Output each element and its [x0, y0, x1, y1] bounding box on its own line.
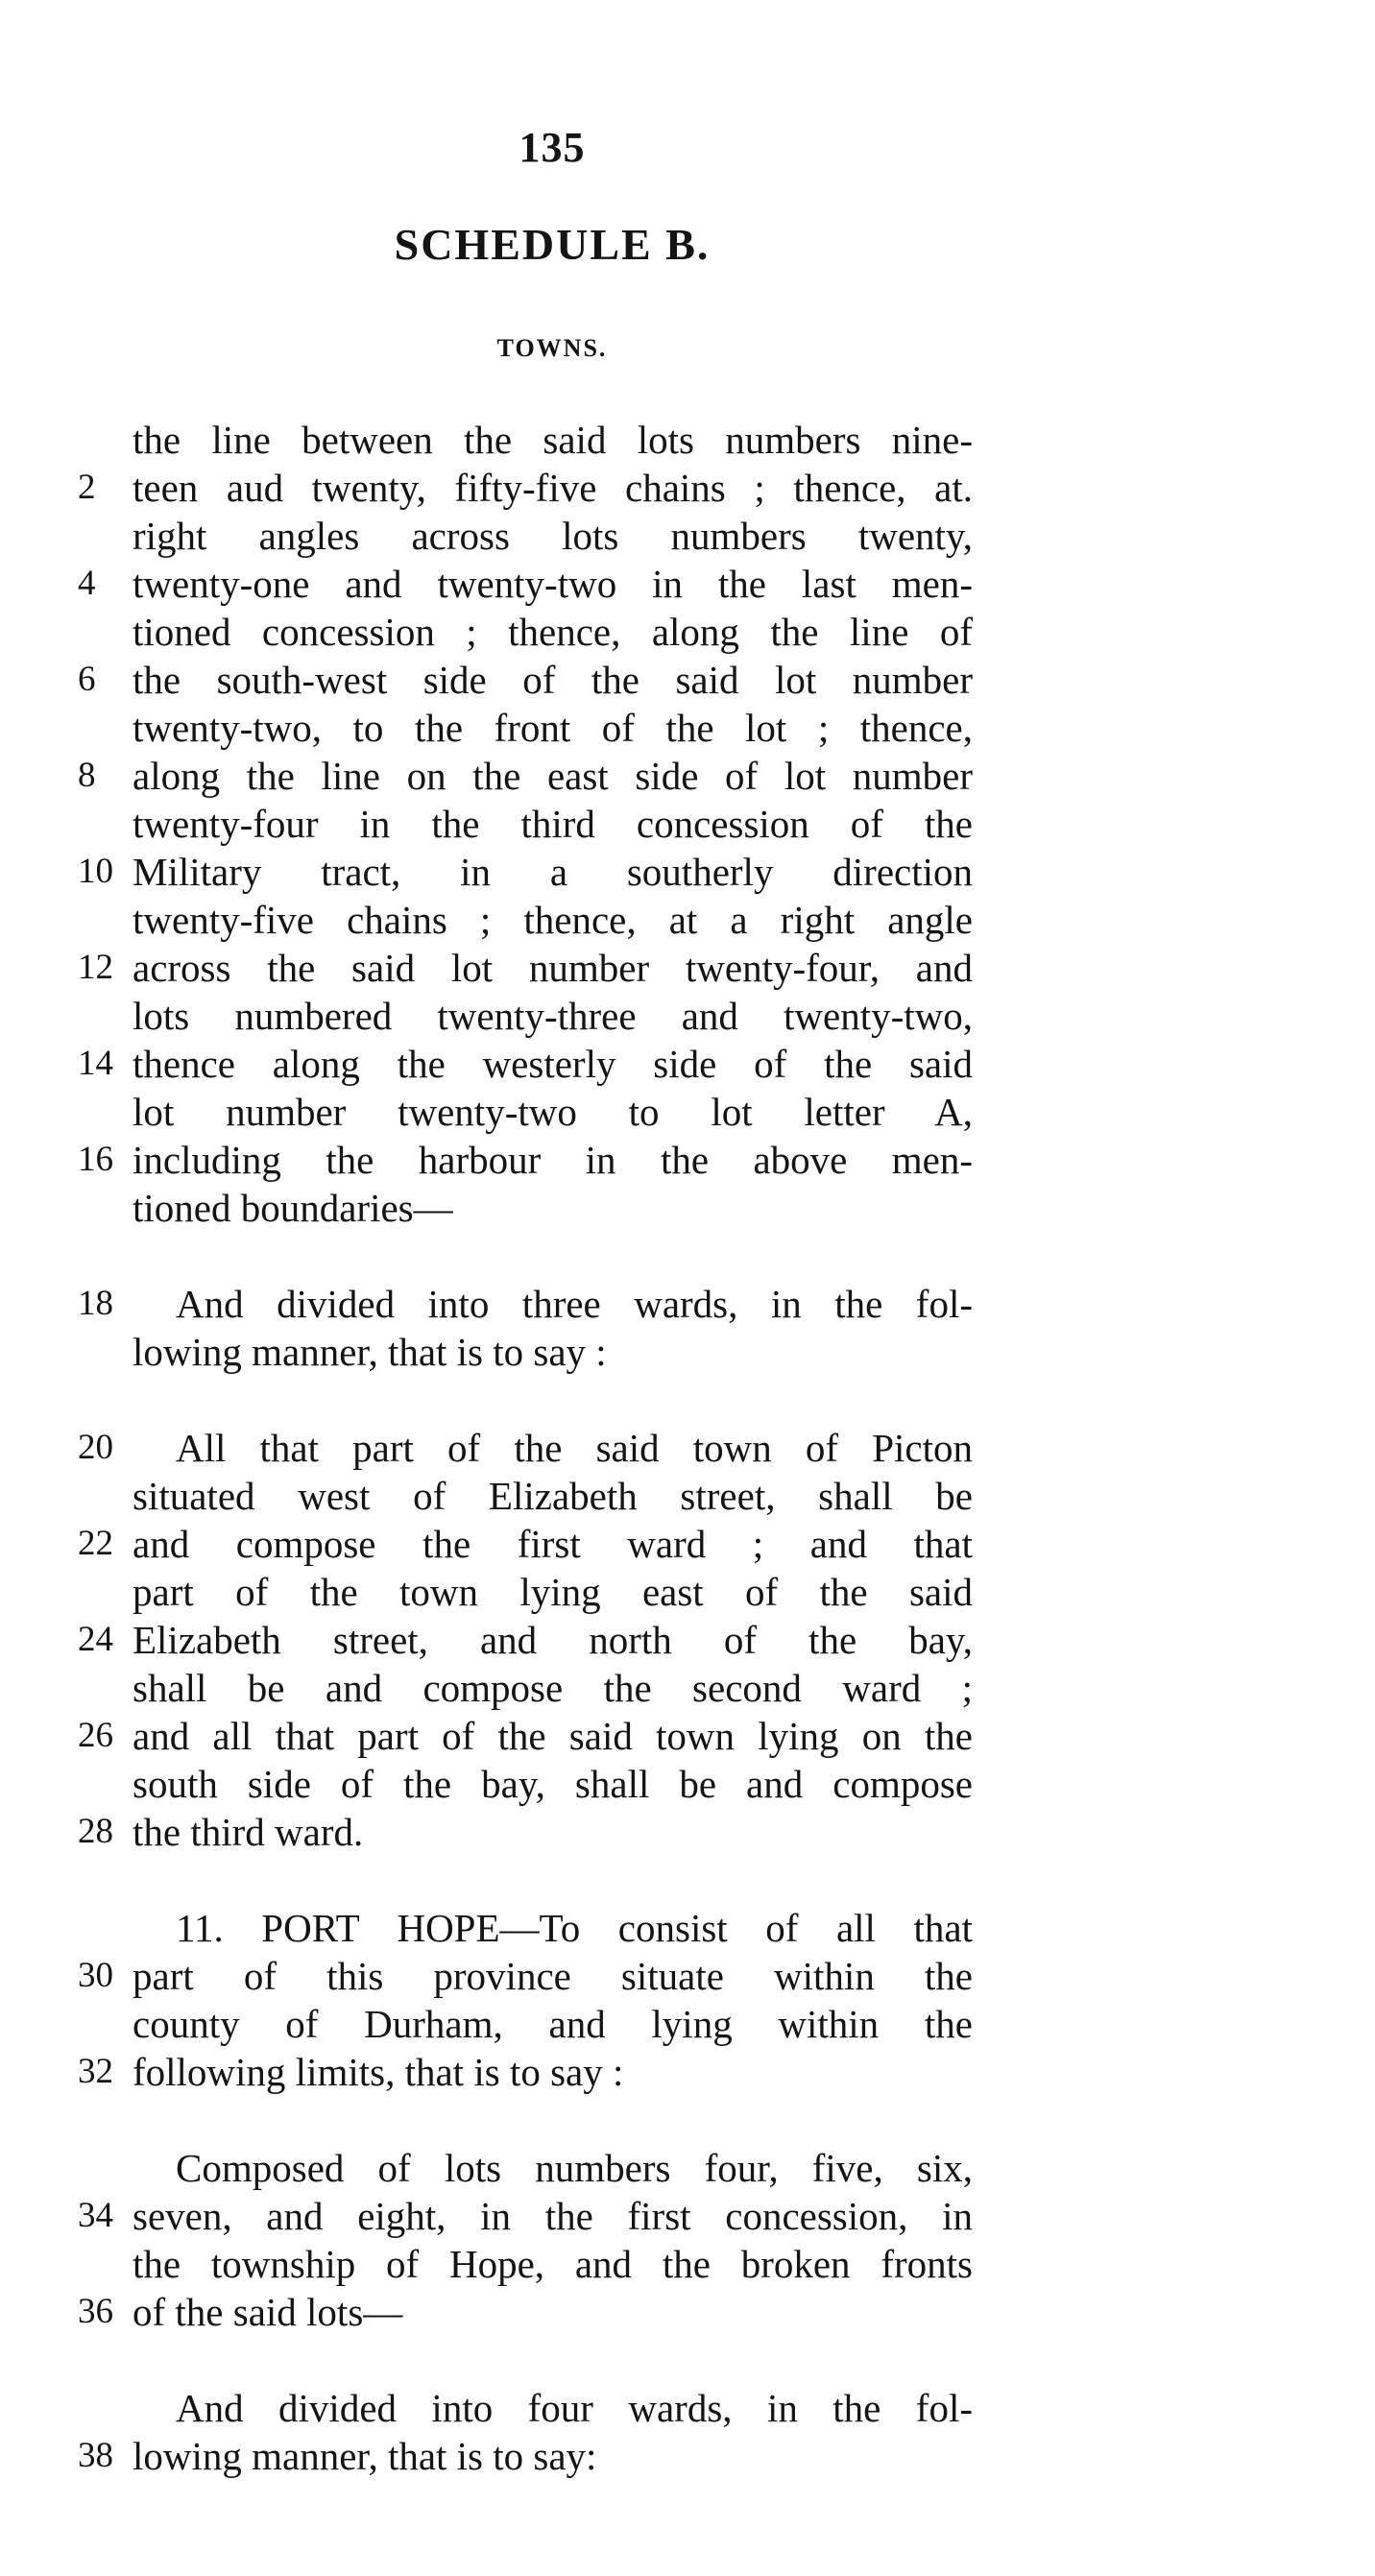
line-text: Composed of lots numbers four, five, six,	[176, 2146, 973, 2190]
text-line	[133, 1184, 973, 1232]
text-line	[78, 2048, 973, 2096]
section-heading: TOWNS.	[496, 334, 608, 362]
text-line	[133, 704, 973, 752]
line-number: 32	[78, 2052, 113, 2091]
text-line	[133, 1088, 973, 1136]
text-line	[133, 1904, 973, 1952]
line-text: twenty-two, to the front of the lot ; thence,	[133, 706, 973, 750]
line-text: right angles across lots numbers twenty,	[133, 514, 973, 558]
text-line	[133, 992, 973, 1040]
text-line	[133, 2384, 973, 2432]
line-text: twenty-one and twenty-two in the last men-	[133, 562, 973, 606]
text-line	[133, 1664, 973, 1712]
line-text: 11. PORT HOPE—To consist of all that	[176, 1906, 973, 1950]
text-line	[133, 1472, 973, 1520]
line-number: 16	[78, 1140, 113, 1179]
line-text: the third ward.	[133, 1810, 364, 1854]
text-line	[78, 1424, 973, 1472]
line-number: 6	[78, 660, 96, 699]
line-number: 2	[78, 468, 96, 507]
text-line	[78, 944, 973, 992]
paragraph-gap	[133, 1232, 973, 1280]
body-text	[78, 416, 973, 2480]
text-line	[133, 1568, 973, 1616]
line-text: and compose the first ward ; and that	[133, 1522, 973, 1566]
text-line	[133, 1328, 973, 1376]
line-text: teen aud twenty, fifty-five chains ; thence, at.	[133, 466, 973, 510]
text-line	[78, 1040, 973, 1088]
schedule-title: SCHEDULE B.	[394, 220, 711, 269]
line-text: Elizabeth street, and north of the bay,	[133, 1618, 973, 1662]
line-text: south side of the bay, shall be and compose	[133, 1762, 973, 1806]
line-text: lowing manner, that is to say:	[133, 2434, 597, 2478]
line-text: situated west of Elizabeth street, shall be	[133, 1474, 973, 1518]
text-line	[133, 2144, 973, 2192]
text-line	[78, 848, 973, 896]
line-text: and all that part of the said town lying on the	[133, 1714, 973, 1758]
line-text: tioned concession ; thence, along the line of	[133, 610, 973, 654]
line-number: 4	[78, 564, 96, 603]
line-text: the south-west side of the said lot number	[133, 658, 973, 702]
line-text: following limits, that is to say :	[133, 2050, 624, 2094]
paragraph-gap	[133, 2336, 973, 2384]
line-number: 38	[78, 2436, 113, 2475]
line-text: twenty-five chains ; thence, at a right angle	[133, 898, 973, 942]
text-line	[78, 656, 973, 704]
paragraph-gap	[133, 1856, 973, 1904]
line-text: All that part of the said town of Picton	[176, 1426, 973, 1470]
text-line	[78, 2192, 973, 2240]
text-line	[78, 1136, 973, 1184]
text-line	[133, 416, 973, 464]
line-text: along the line on the east side of lot number	[133, 754, 973, 798]
line-text: twenty-four in the third concession of the	[133, 802, 973, 846]
line-number: 24	[78, 1620, 113, 1659]
text-line	[133, 512, 973, 560]
text-line	[78, 560, 973, 608]
text-line	[133, 896, 973, 944]
paragraph-gap	[133, 2096, 973, 2144]
line-text: And divided into three wards, in the fol-	[176, 1282, 973, 1326]
text-line	[78, 464, 973, 512]
text-line	[133, 1760, 973, 1808]
text-line	[133, 2000, 973, 2048]
line-number: 14	[78, 1044, 113, 1083]
line-number: 12	[78, 948, 113, 987]
line-text: across the said lot number twenty-four, and	[133, 946, 973, 990]
line-number: 26	[78, 1716, 113, 1755]
line-text: part of the town lying east of the said	[133, 1570, 973, 1614]
text-line	[78, 1616, 973, 1664]
line-text: tioned boundaries—	[133, 1186, 453, 1230]
page-number: 135	[519, 124, 586, 171]
line-text: part of this province situate within the	[133, 1954, 973, 1998]
line-number: 30	[78, 1956, 113, 1995]
line-text: the line between the said lots numbers nine-	[133, 418, 973, 462]
line-text: seven, and eight, in the first concession, in	[133, 2194, 973, 2238]
line-number: 28	[78, 1812, 113, 1851]
text-line	[78, 1520, 973, 1568]
line-text: lot number twenty-two to lot letter A,	[133, 1090, 973, 1134]
line-text: Military tract, in a southerly direction	[133, 850, 973, 894]
text-line	[78, 1952, 973, 2000]
line-number: 18	[78, 1284, 113, 1323]
text-line	[78, 2288, 973, 2336]
line-text: thence along the westerly side of the said	[133, 1042, 973, 1086]
text-line	[133, 608, 973, 656]
line-text: lots numbered twenty-three and twenty-two,	[133, 994, 973, 1038]
line-text: lowing manner, that is to say :	[133, 1330, 607, 1374]
line-number: 36	[78, 2292, 113, 2331]
text-line	[78, 2432, 973, 2480]
paragraph-gap	[133, 1376, 973, 1424]
text-line	[133, 800, 973, 848]
line-text: shall be and compose the second ward ;	[133, 1666, 973, 1710]
text-line	[78, 1280, 973, 1328]
text-line	[78, 1712, 973, 1760]
line-number: 34	[78, 2196, 113, 2235]
line-text: including the harbour in the above men-	[133, 1138, 973, 1182]
line-number: 10	[78, 852, 113, 891]
text-line	[133, 2240, 973, 2288]
text-line	[78, 1808, 973, 1856]
line-number: 8	[78, 756, 96, 795]
line-text: county of Durham, and lying within the	[133, 2002, 973, 2046]
line-text: of the said lots—	[133, 2290, 403, 2334]
text-line	[78, 752, 973, 800]
line-text: the township of Hope, and the broken fronts	[133, 2242, 973, 2286]
line-text: And divided into four wards, in the fol-	[176, 2386, 973, 2430]
line-number: 20	[78, 1428, 113, 1467]
line-number: 22	[78, 1524, 113, 1563]
